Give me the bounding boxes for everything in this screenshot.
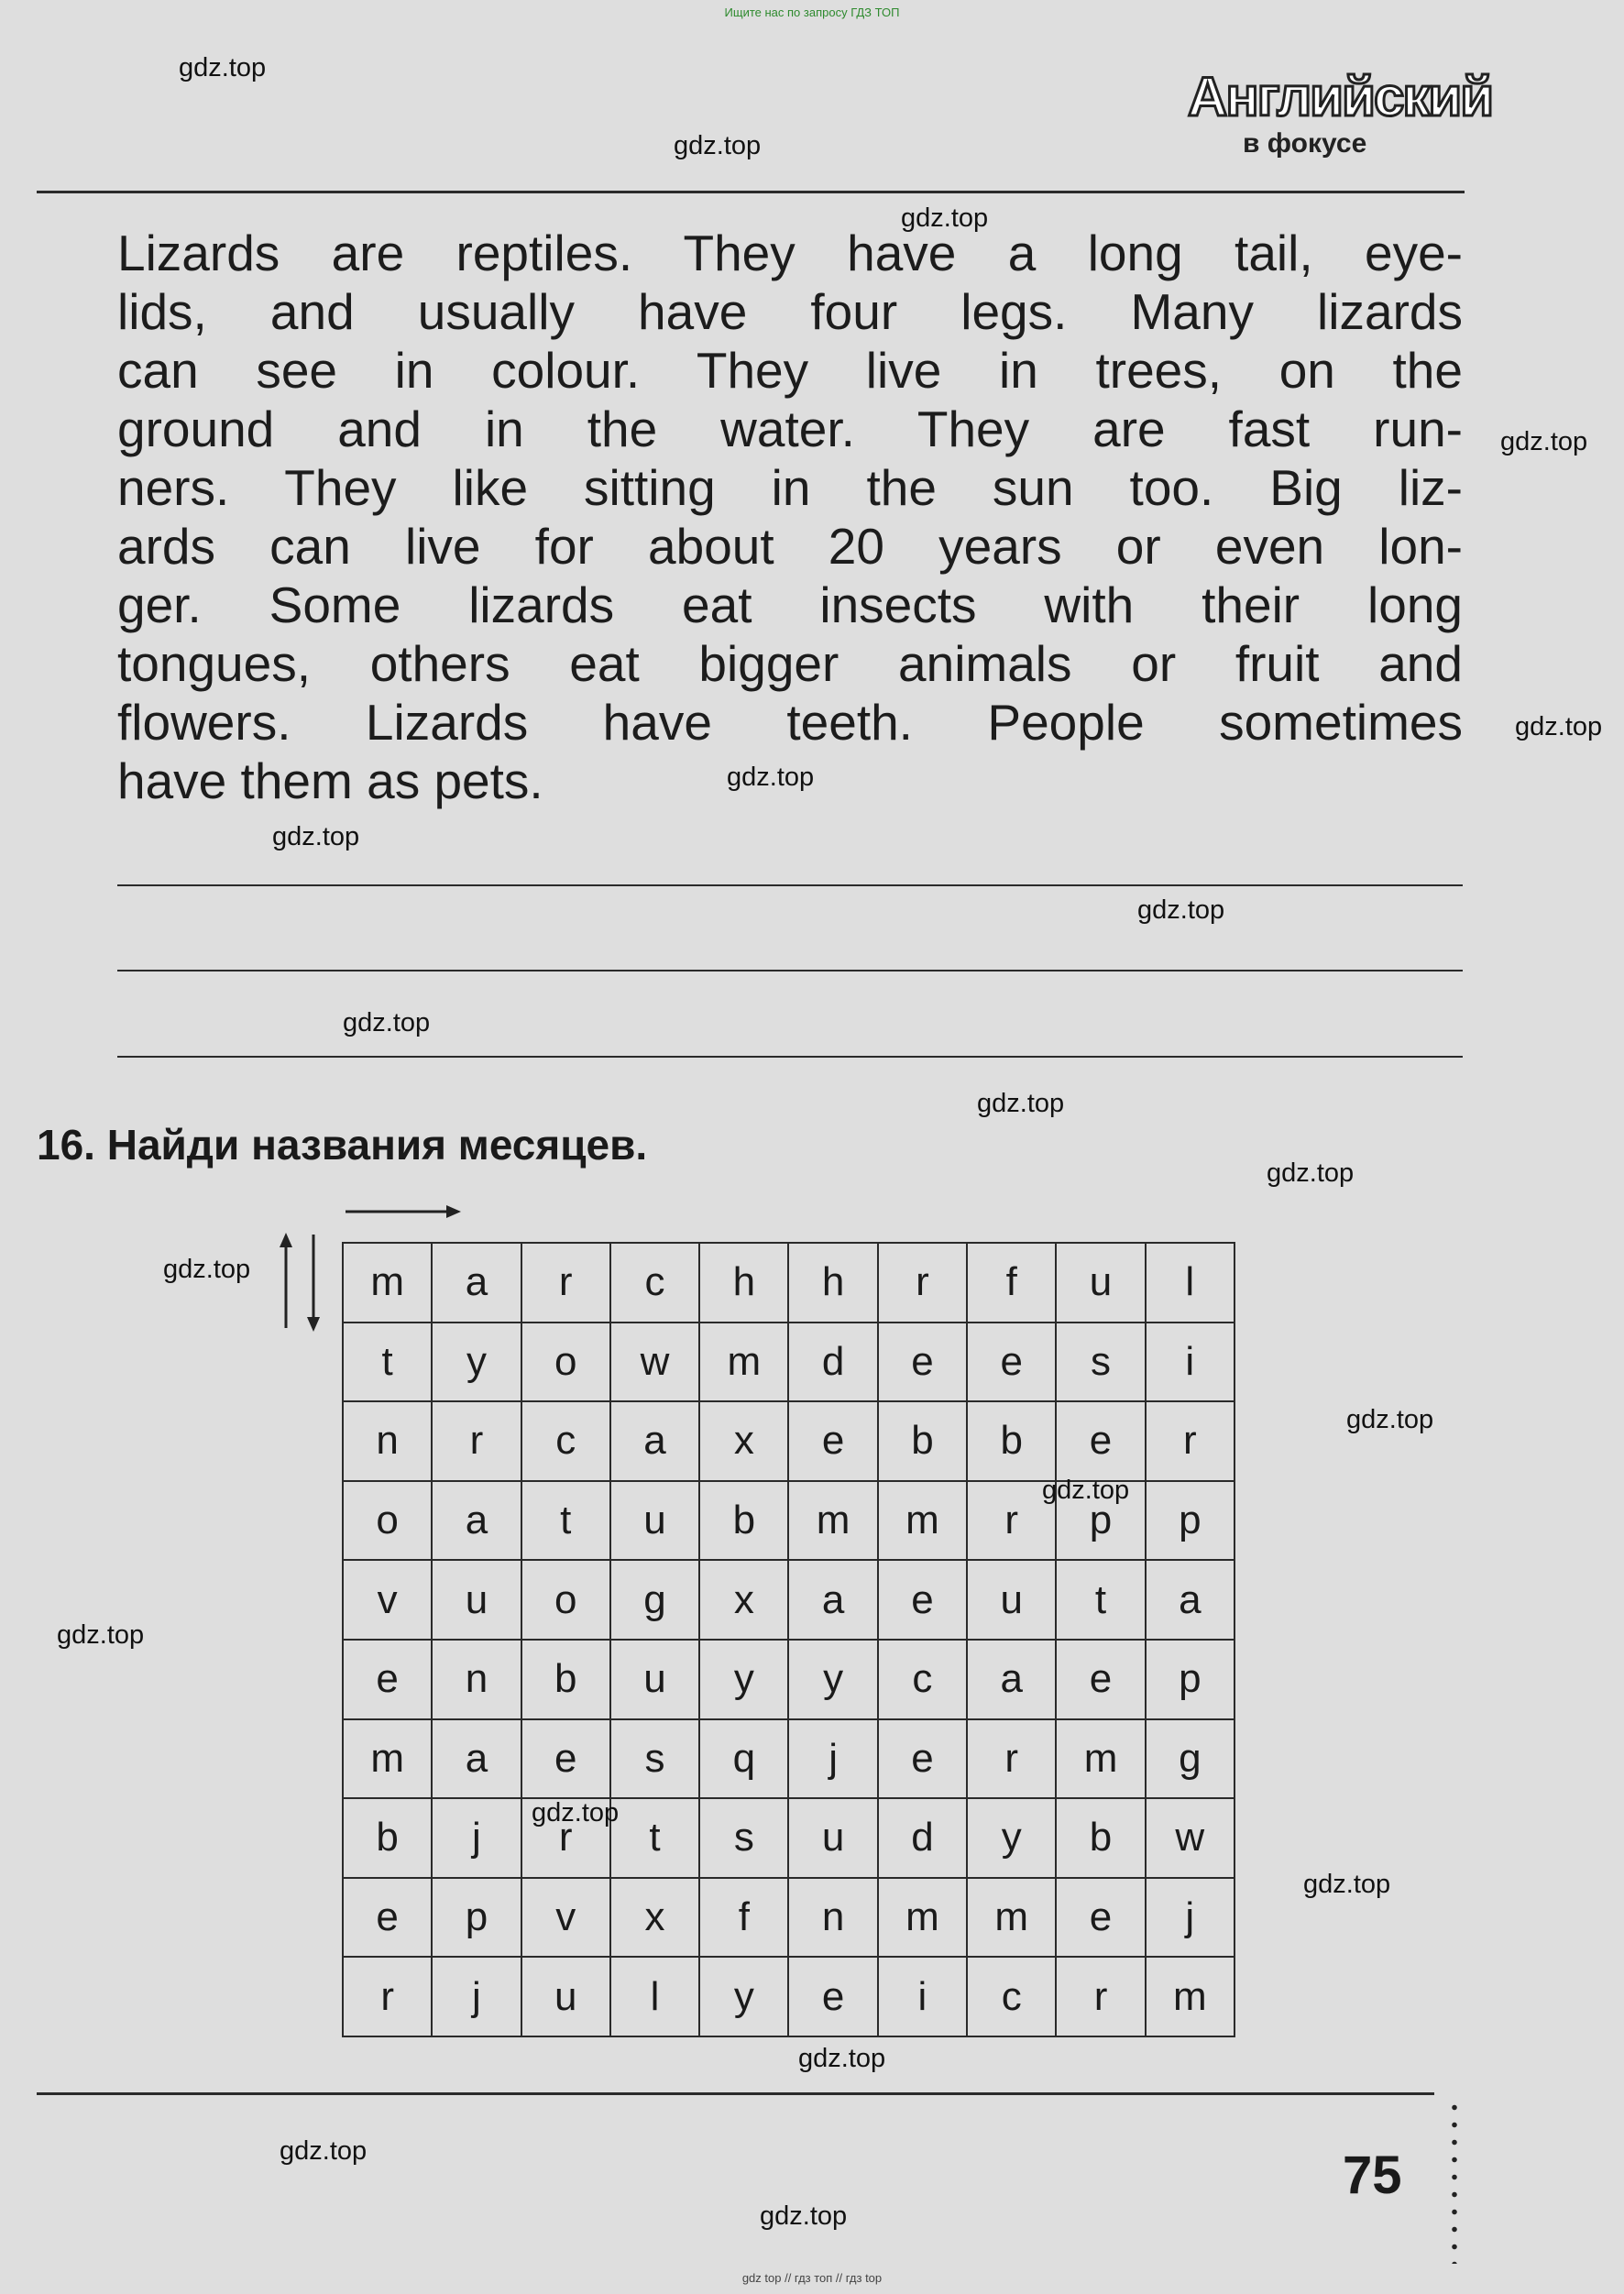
word-search-grid — [342, 1242, 1235, 2037]
grid-cell: s — [610, 1719, 699, 1799]
watermark: gdz.top — [179, 53, 267, 82]
grid-cell: e — [878, 1323, 967, 1402]
grid-cell: f — [967, 1243, 1056, 1323]
grid-cell: v — [343, 1560, 432, 1640]
grid-cell: f — [699, 1878, 788, 1958]
grid-cell: u — [521, 1957, 610, 2036]
grid-cell: c — [878, 1640, 967, 1719]
grid-cell: t — [343, 1323, 432, 1402]
grid-cell: c — [610, 1243, 699, 1323]
grid-cell: o — [521, 1560, 610, 1640]
grid-cell: e — [967, 1323, 1056, 1402]
grid-cell: m — [967, 1878, 1056, 1958]
watermark: gdz.top — [343, 1008, 431, 1037]
watermark: gdz.top — [280, 2136, 368, 2166]
logo-title: Английский — [1188, 66, 1493, 127]
grid-cell: b — [699, 1481, 788, 1561]
grid-row — [343, 1640, 1234, 1719]
top-note: Ищите нас по запросу ГДЗ ТОП — [724, 5, 900, 19]
grid-cell: l — [610, 1957, 699, 2036]
grid-cell: u — [610, 1640, 699, 1719]
logo-subtitle: в фокусе — [1243, 128, 1367, 159]
text-line: ground and in the water. They are fast run- — [117, 401, 1463, 457]
grid-cell: p — [432, 1878, 521, 1958]
grid-cell: o — [521, 1323, 610, 1402]
answer-line-3 — [117, 1056, 1463, 1058]
grid-row — [343, 1798, 1234, 1878]
watermark: gdz.top — [977, 1089, 1065, 1118]
arrow-right-icon — [344, 1201, 463, 1223]
text-line: have them as pets. — [117, 752, 543, 809]
grid-row — [343, 1243, 1234, 1323]
bottom-note: gdz top // гдз топ // гдз top — [741, 2271, 883, 2285]
grid-cell: a — [432, 1481, 521, 1561]
answer-line-1 — [117, 884, 1463, 886]
grid-cell: x — [699, 1560, 788, 1640]
grid-cell: a — [610, 1401, 699, 1481]
grid-cell: y — [699, 1957, 788, 2036]
watermark: gdz.top — [727, 763, 815, 792]
grid-cell: b — [1056, 1798, 1145, 1878]
grid-cell: a — [788, 1560, 877, 1640]
grid-row — [343, 1323, 1234, 1402]
grid-cell: j — [432, 1957, 521, 2036]
text-line: Lizards are reptiles. They have a long tail, eye- — [117, 225, 1463, 281]
grid-cell: a — [1146, 1560, 1234, 1640]
grid-cell: e — [878, 1719, 967, 1799]
grid-cell: e — [343, 1640, 432, 1719]
grid-cell: m — [1146, 1957, 1234, 2036]
grid-cell: m — [1056, 1719, 1145, 1799]
grid-cell: q — [699, 1719, 788, 1799]
watermark: gdz.top — [163, 1255, 251, 1284]
grid-cell: m — [699, 1323, 788, 1402]
grid-cell: r — [878, 1243, 967, 1323]
text-line: can see in colour. They live in trees, on the — [117, 342, 1463, 399]
top-rule — [37, 191, 1465, 193]
watermark: gdz.top — [57, 1620, 145, 1650]
watermark: gdz.top — [1346, 1405, 1434, 1434]
watermark: gdz.top — [674, 131, 762, 160]
grid-cell: p — [1146, 1481, 1234, 1561]
grid-cell: s — [699, 1798, 788, 1878]
dotted-edge — [1450, 2099, 1459, 2264]
grid-cell: e — [1056, 1878, 1145, 1958]
text-line: lids, and usually have four legs. Many lizards — [117, 283, 1463, 340]
grid-cell: m — [878, 1878, 967, 1958]
arrows-up-down-icon — [271, 1231, 328, 1334]
grid-cell: m — [343, 1719, 432, 1799]
watermark: gdz.top — [760, 2201, 848, 2231]
text-line: ards can live for about 20 years or even lon- — [117, 518, 1463, 575]
grid-cell: r — [343, 1957, 432, 2036]
watermark: gdz.top — [1303, 1870, 1391, 1899]
grid-cell: r — [1146, 1401, 1234, 1481]
watermark: gdz.top — [1500, 427, 1588, 456]
grid-cell: m — [788, 1481, 877, 1561]
grid-cell: x — [610, 1878, 699, 1958]
series-logo — [1182, 66, 1493, 159]
grid-cell: h — [699, 1243, 788, 1323]
text-line: flowers. Lizards have teeth. People sometimes — [117, 694, 1463, 751]
grid-cell: t — [521, 1481, 610, 1561]
grid-cell: l — [1146, 1243, 1234, 1323]
grid-row — [343, 1401, 1234, 1481]
grid-cell: r — [432, 1401, 521, 1481]
grid-cell: m — [878, 1481, 967, 1561]
page-number: 75 — [1343, 2146, 1402, 2205]
grid-cell: o — [343, 1481, 432, 1561]
grid-cell: i — [878, 1957, 967, 2036]
grid-cell: e — [788, 1957, 877, 2036]
grid-cell: c — [521, 1401, 610, 1481]
grid-cell: e — [343, 1878, 432, 1958]
grid-cell: u — [610, 1481, 699, 1561]
watermark: gdz.top — [532, 1798, 620, 1828]
watermark: gdz.top — [1267, 1158, 1355, 1188]
grid-cell: w — [610, 1323, 699, 1402]
grid-cell: x — [699, 1401, 788, 1481]
grid-cell: r — [967, 1481, 1056, 1561]
watermark: gdz.top — [1515, 712, 1603, 741]
grid-row — [343, 1719, 1234, 1799]
grid-cell: e — [788, 1401, 877, 1481]
grid-cell: t — [1056, 1560, 1145, 1640]
grid-cell: v — [521, 1878, 610, 1958]
grid-cell: t — [610, 1798, 699, 1878]
grid-cell: d — [878, 1798, 967, 1878]
grid-cell: b — [878, 1401, 967, 1481]
text-line: tongues, others eat bigger animals or fruit and — [117, 635, 1463, 692]
grid-cell: p — [1056, 1481, 1145, 1561]
grid-cell: j — [1146, 1878, 1234, 1958]
grid-cell: n — [788, 1878, 877, 1958]
task-heading: 16. Найди названия месяцев. — [37, 1121, 648, 1169]
grid-cell: h — [788, 1243, 877, 1323]
grid-cell: b — [343, 1798, 432, 1878]
grid-cell: d — [788, 1323, 877, 1402]
grid-cell: y — [967, 1798, 1056, 1878]
grid-cell: y — [788, 1640, 877, 1719]
bottom-rule — [37, 2092, 1434, 2095]
grid-row — [343, 1560, 1234, 1640]
grid-cell: a — [432, 1719, 521, 1799]
watermark: gdz.top — [798, 2044, 886, 2073]
grid-cell: s — [1056, 1323, 1145, 1402]
grid-cell: b — [521, 1640, 610, 1719]
grid-cell: u — [967, 1560, 1056, 1640]
text-line: ger. Some lizards eat insects with their long — [117, 576, 1463, 633]
grid-cell: r — [967, 1719, 1056, 1799]
grid-cell: r — [521, 1243, 610, 1323]
grid-cell: e — [521, 1719, 610, 1799]
grid-cell: m — [343, 1243, 432, 1323]
reading-text — [117, 224, 1463, 810]
grid-cell: a — [967, 1640, 1056, 1719]
grid-cell: i — [1146, 1323, 1234, 1402]
grid-cell: u — [1056, 1243, 1145, 1323]
grid-cell: e — [878, 1560, 967, 1640]
grid-cell: n — [432, 1640, 521, 1719]
watermark: gdz.top — [1042, 1476, 1130, 1505]
grid-cell: e — [1056, 1401, 1145, 1481]
grid-cell: w — [1146, 1798, 1234, 1878]
grid-row — [343, 1957, 1234, 2036]
watermark: gdz.top — [1137, 895, 1225, 925]
grid-cell: p — [1146, 1640, 1234, 1719]
grid-cell: y — [699, 1640, 788, 1719]
grid-cell: y — [432, 1323, 521, 1402]
watermark: gdz.top — [901, 203, 989, 233]
grid-cell: r — [1056, 1957, 1145, 2036]
text-line: ners. They like sitting in the sun too. Big liz- — [117, 459, 1463, 516]
grid-cell: b — [967, 1401, 1056, 1481]
grid-cell: g — [610, 1560, 699, 1640]
grid-cell: u — [432, 1560, 521, 1640]
grid-row — [343, 1878, 1234, 1958]
grid-cell: r — [521, 1798, 610, 1878]
grid-cell: e — [1056, 1640, 1145, 1719]
grid-cell: a — [432, 1243, 521, 1323]
answer-line-2 — [117, 970, 1463, 971]
grid-cell: c — [967, 1957, 1056, 2036]
grid-cell: j — [788, 1719, 877, 1799]
grid-cell: j — [432, 1798, 521, 1878]
grid-cell: g — [1146, 1719, 1234, 1799]
grid-cell: u — [788, 1798, 877, 1878]
watermark: gdz.top — [272, 822, 360, 851]
grid-cell: n — [343, 1401, 432, 1481]
